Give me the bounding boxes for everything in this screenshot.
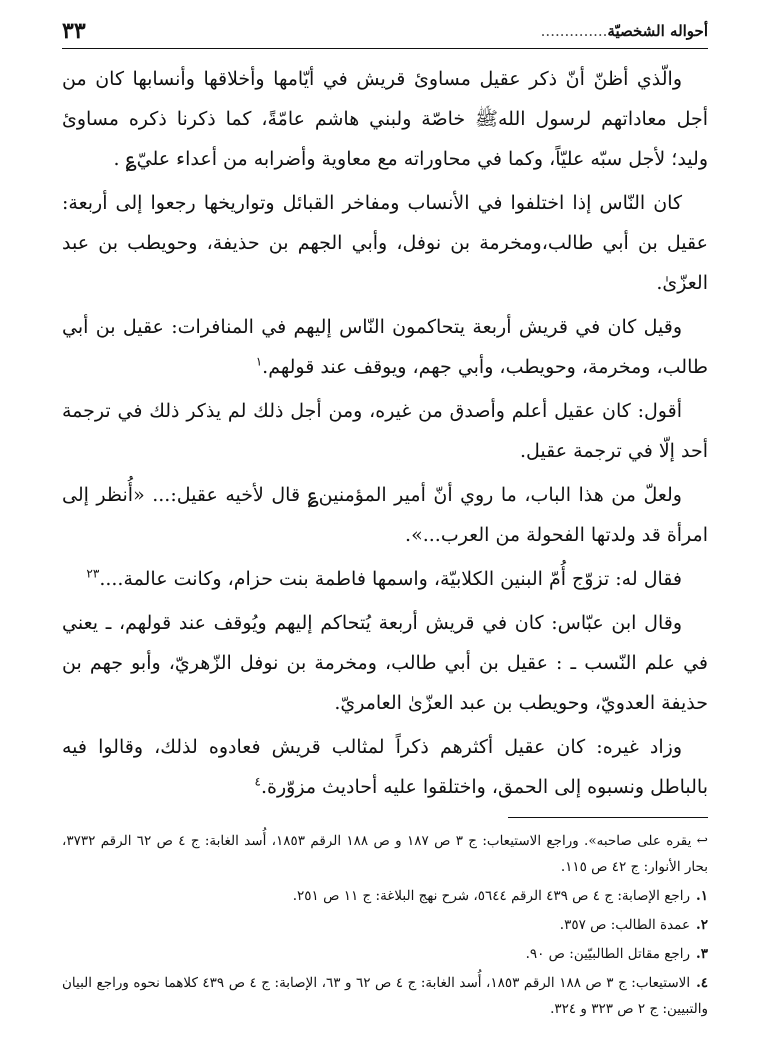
footnote-marker-2: ٢ [86,566,93,581]
footnote-4-text: الاستيعاب: ج ٣ ص ١٨٨ الرقم ١٨٥٣، أُسد الغابة: ج ٤ ص ٦٢ و ٦٣، الإصابة: ج ٤ ص ٤٣٩ كلاهما نحوه وراجع البيان والتبيين: ج ٢ ص ٣٢٣ و ٣٢٤. [62,975,708,1017]
body-text [62,59,708,807]
paragraph-7-text: وقال ابن عبّاس: كان في قريش أربعة يُتحاكم إليهم ويُوقف عند قولهم، ـ يعني في علم النّسب ـ : عقيل بن أبي طالب، ومخرمة بن نوفل الزّهريّ، وأبو جهم بن حذيفة العدويّ، وحويطب بن عبد العزّىٰ العامريّ. [62,612,708,714]
footnote-marker-3: ٣ [92,566,100,581]
running-title [541,22,708,40]
running-title-dots: .............. [540,22,608,40]
running-title-text: أحواله الشخصيّة [607,22,708,40]
page-number: ٣٣ [62,18,86,44]
book-page [62,14,708,1044]
footnote-4-marker: ٤. [696,975,709,991]
footnote-divider [508,817,708,818]
footnote-3-text: راجع مقاتل الطالبيّين: ص ٩٠. [525,946,691,962]
paragraph-4-text: أقول: كان عقيل أعلم وأصدق من غيره، ومن أجل ذلك لم يذكر ذلك في ترجمة أحد إلّا في ترجمة عقيل. [62,400,708,462]
paragraph-5-text: ولعلّ من هذا الباب، ما روي أنّ أمير المؤمنين؏ قال لأخيه عقيل:... «أُنظر إلى امرأة قد ولدتها الفحولة من العرب...». [62,484,708,546]
paragraph-8-text: وزاد غيره: كان عقيل أكثرهم ذكراً لمثالب قريش فعادوه لذلك، وقالوا فيه بالباطل ونسبوه إلى الحمق، واختلقوا عليه أحاديث مزوّرة. [62,736,708,798]
paragraph-3-text: وقيل كان في قريش أربعة يتحاكمون النّاس إليهم في المنافرات: عقيل بن أبي طالب، ومخرمة، وحويطب، وأبي جهم، ويوقف عند قولهم. [62,316,708,378]
paragraph-1 [62,59,708,179]
footnote-marker-4: ٤ [254,774,261,789]
paragraph-2-text: كان النّاس إذا اختلفوا في الأنساب ومفاخر القبائل وتواريخها رجعوا إلى أربعة: عقيل بن أبي طالب،ومخرمة بن نوفل، وأبي الجهم بن حذيفة، وحويطب بن عبد العزّىٰ. [62,192,708,294]
paragraph-3 [62,307,708,387]
footnote-2-marker: ٢. [696,917,708,933]
footnote-2-text: عمدة الطالب: ص ٣٥٧. [559,917,691,933]
footnote-continued-text: ↩ يقره على صاحبه». وراجع الاستيعاب: ج ٣ ص ١٨٧ و ص ١٨٨ الرقم ١٨٥٣، أُسد الغابة: ج ٤ ص ٦٢ الرقم ٣٧٣٢، بحار الأنوار: ج ٤٢ ص ١١٥. [62,833,708,875]
footnote-1-text: راجع الإصابة: ج ٤ ص ٤٣٩ الرقم ٥٦٤٤، شرح نهج البلاغة: ج ١١ ص ٢٥١. [292,888,691,904]
paragraph-6-text: فقال له: تزوّج أُمّ البنين الكلابيّة، واسمها فاطمة بنت حزام، وكانت عالمة.... [99,568,682,590]
footnote-marker-1: ١ [255,354,263,369]
footnote-2 [62,912,708,938]
paragraph-7 [62,603,708,723]
paragraph-2 [62,183,708,303]
footnote-3-marker: ٣. [696,946,708,962]
paragraph-8 [62,727,708,807]
paragraph-6 [62,559,708,599]
footnote-1 [62,883,708,909]
page-header [62,14,708,49]
footnote-continued [62,828,708,880]
paragraph-5 [62,475,708,555]
footnote-3 [62,941,708,967]
paragraph-4 [62,391,708,471]
paragraph-1-text: والّذي أظنّ أنّ ذكر عقيل مساوئ قريش في أيّامها وأخلاقها وأنسابها كان من أجل معاداتهم لرسول اللهﷺ خاصّة ولبني هاشم عامّةً، كما ذكرنا ذكره مساوئ وليد؛ لأجل سبّه عليّاً، وكما في محاوراته مع معاوية وأضرابه من أعداء عليّ؏ . [62,68,708,170]
footnote-4 [62,970,708,1022]
footnotes [62,828,708,1022]
footnote-1-marker: ١. [696,888,708,904]
